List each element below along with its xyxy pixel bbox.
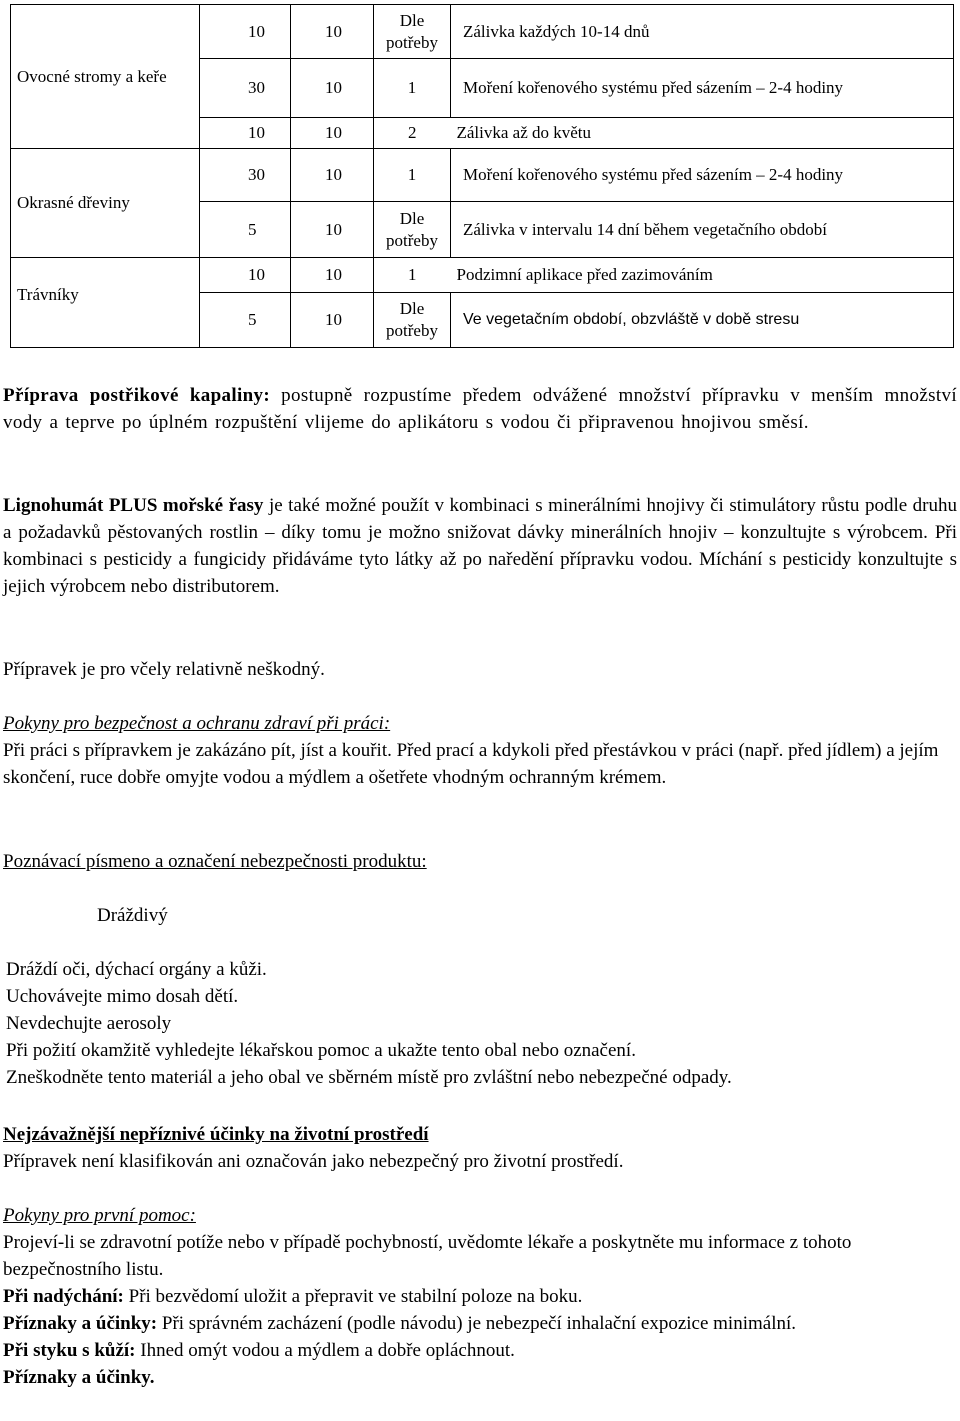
water-cell: 10	[291, 258, 374, 293]
list-item: Při požití okamžitě vyhledejte lékařskou pomoc a ukažte tento obal nebo označení.	[6, 1040, 636, 1061]
hazard-statements	[6, 956, 960, 1091]
note-cell: Zálivka v intervalu 14 dní během vegetačního období	[451, 202, 954, 258]
dose-cell: 10	[200, 118, 291, 149]
prep-paragraph	[3, 382, 957, 436]
env-heading: Nejzávažnější nepříznivé účinky na životní prostředí	[3, 1124, 429, 1145]
combo-paragraph	[3, 492, 957, 600]
crop-cell: Okrasné dřeviny	[11, 149, 200, 258]
skin-line: Při styku s kůží: Ihned omýt vodou a mýdlem a dobře opláchnout.	[3, 1340, 515, 1361]
note-cell: Moření kořenového systému před sázením – 2-4 hodiny	[451, 59, 954, 118]
prep-text: postupně rozpustíme předem odvážené množství přípravku v menším množství vody a teprve po úplném rozpuštění vlijeme do aplikátoru s vodou či připravenou hnojivou směsí.	[3, 385, 957, 433]
firstaid-section	[3, 1202, 957, 1391]
hazard-label: Dráždivý	[97, 905, 168, 926]
table-row	[11, 258, 954, 293]
note-cell: Moření kořenového systému před sázením – 2-4 hodiny	[451, 149, 954, 202]
safety-heading: Pokyny pro bezpečnost a ochranu zdraví při práci:	[3, 713, 391, 734]
table-row	[11, 149, 954, 202]
dose-cell: 10	[200, 258, 291, 293]
list-item: Nevdechujte aerosoly	[6, 1013, 172, 1034]
dose-cell: 30	[200, 149, 291, 202]
env-section	[3, 1121, 957, 1175]
count-cell: Dle potřeby	[374, 202, 451, 258]
hazard-heading: Poznávací písmeno a označení nebezpečnosti produktu:	[3, 851, 427, 872]
count-cell: Dle potřeby	[374, 5, 451, 59]
crop-cell: Ovocné stromy a keře	[11, 5, 200, 149]
dose-cell: 30	[200, 59, 291, 118]
water-cell: 10	[291, 149, 374, 202]
combo-text: je také možné použít v kombinaci s minerálními hnojivy či stimulátory růstu podle druhu a požadavků pěstovaných rostlin – díky tomu je možno snižovat dávky minerálních hnojiv – konzultujte s výrobcem. Při kombinaci s pesticidy a fungicidy přidáváme tyto látky až po naředění přípravku vodou. Míchání s pesticidy konzultujte s jejich výrobcem nebo distributorem.	[3, 495, 958, 597]
count-cell: Dle potřeby	[374, 293, 451, 348]
list-item: Uchovávejte mimo dosah dětí.	[6, 986, 239, 1007]
env-text: Přípravek není klasifikován ani označován jako nebezpečný pro životní prostředí.	[3, 1151, 624, 1172]
list-item: Dráždí oči, dýchací orgány a kůži.	[6, 959, 267, 980]
symptoms2-line: Příznaky a účinky.	[3, 1367, 155, 1388]
dose-cell: 5	[200, 293, 291, 348]
note-cell: Podzimní aplikace před zazimováním	[451, 258, 954, 293]
note-cell: Zálivka až do květu	[451, 118, 954, 149]
prep-label: Příprava postřikové kapaliny:	[3, 385, 271, 406]
water-cell: 10	[291, 118, 374, 149]
bees-note: Přípravek je pro včely relativně neškodný.	[3, 659, 325, 680]
note-cell: Zálivka každých 10-14 dnů	[451, 5, 954, 59]
count-cell: 1	[374, 258, 451, 293]
dosage-table	[10, 4, 954, 348]
water-cell: 10	[291, 293, 374, 348]
list-item: Zneškodněte tento materiál a jeho obal ve sběrném místě pro zvláštní nebo nebezpečné odpady.	[6, 1067, 732, 1088]
crop-cell: Trávníky	[11, 258, 200, 348]
combo-label: Lignohumát PLUS mořské řasy	[3, 495, 264, 516]
count-cell: 1	[374, 59, 451, 118]
table-row	[11, 5, 954, 59]
inhalation-line: Při nadýchání: Při bezvědomí uložit a přepravit ve stabilní poloze na boku.	[3, 1286, 583, 1307]
water-cell: 10	[291, 59, 374, 118]
symptoms-line: Příznaky a účinky: Při správném zacházení (podle návodu) je nebezpečí inhalační expozice minimální.	[3, 1313, 796, 1334]
safety-text: Při práci s přípravkem je zakázáno pít, jíst a kouřit. Před prací a kdykoli před přestávkou v práci (např. před jídlem) a jejím skončení, ruce dobře omyjte vodou a mýdlem a ošetřete vhodným ochranným krémem.	[3, 740, 939, 788]
water-cell: 10	[291, 202, 374, 258]
water-cell: 10	[291, 5, 374, 59]
note-cell: Ve vegetačním období, obzvláště v době stresu	[451, 293, 954, 348]
dose-cell: 10	[200, 5, 291, 59]
safety-section	[3, 710, 957, 791]
count-cell: 1	[374, 149, 451, 202]
dose-cell: 5	[200, 202, 291, 258]
firstaid-text: Projeví-li se zdravotní potíže nebo v případě pochybností, uvědomte lékaře a poskytněte mu informace z tohoto bezpečnostního listu.	[3, 1232, 852, 1280]
count-cell: 2	[374, 118, 451, 149]
firstaid-heading: Pokyny pro první pomoc:	[3, 1205, 196, 1226]
